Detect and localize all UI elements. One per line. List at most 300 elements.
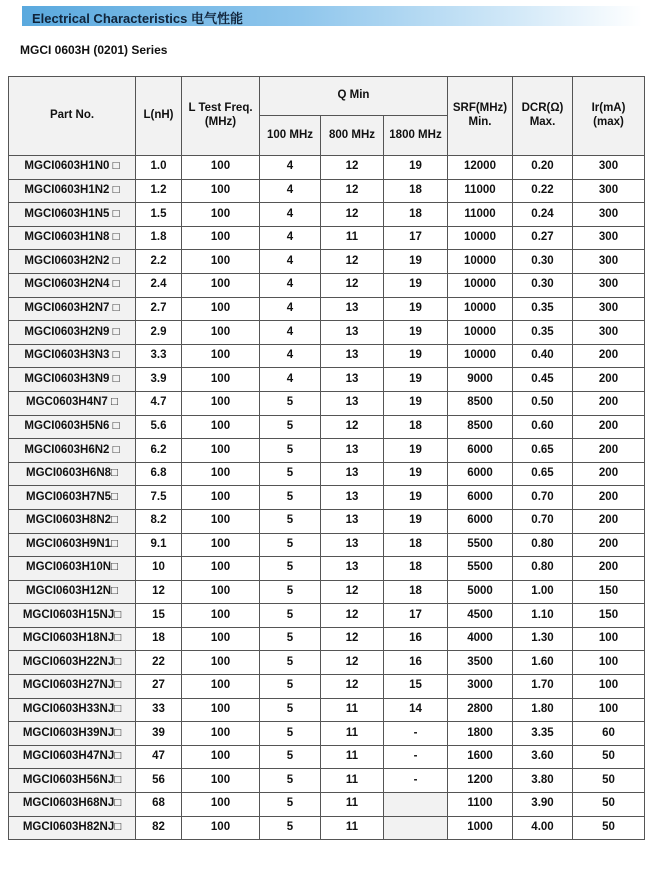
q-1800mhz-cell: 14 xyxy=(384,698,448,722)
q-100mhz-cell: 5 xyxy=(260,651,321,675)
header-srf-sub: Min. xyxy=(468,116,492,128)
ir-cell: 100 xyxy=(573,675,645,699)
part-number-cell: MGCI0603H5N6 □ xyxy=(9,415,136,439)
q-100mhz-cell: 5 xyxy=(260,722,321,746)
electrical-characteristics-table xyxy=(8,76,645,840)
part-number-cell: MGCI0603H15NJ□ xyxy=(9,604,136,628)
header-srf-label: SRF(MHz) xyxy=(452,102,508,115)
table-row xyxy=(9,580,645,604)
table-row xyxy=(9,391,645,415)
q-1800mhz-cell: 18 xyxy=(384,533,448,557)
ir-cell: 100 xyxy=(573,627,645,651)
q-1800mhz-cell: - xyxy=(384,745,448,769)
ir-cell: 200 xyxy=(573,439,645,463)
inductance-cell: 27 xyxy=(136,675,182,699)
inductance-cell: 2.7 xyxy=(136,297,182,321)
q-100mhz-cell: 4 xyxy=(260,273,321,297)
dcr-cell: 0.65 xyxy=(513,439,573,463)
part-number-cell: MGCI0603H2N7 □ xyxy=(9,297,136,321)
table-row xyxy=(9,745,645,769)
series-title: MGCI 0603H (0201) Series xyxy=(20,43,168,57)
test-freq-cell: 100 xyxy=(182,368,260,392)
table-row xyxy=(9,816,645,840)
ir-cell: 200 xyxy=(573,509,645,533)
srf-cell: 9000 xyxy=(448,368,513,392)
table-row xyxy=(9,486,645,510)
srf-cell: 12000 xyxy=(448,156,513,180)
srf-cell: 4000 xyxy=(448,627,513,651)
q-100mhz-cell: 5 xyxy=(260,486,321,510)
q-1800mhz-cell xyxy=(384,816,448,840)
header-ir xyxy=(573,77,645,156)
part-number-cell: MGCI0603H2N2 □ xyxy=(9,250,136,274)
dcr-cell: 0.24 xyxy=(513,203,573,227)
dcr-cell: 0.35 xyxy=(513,321,573,345)
q-800mhz-cell: 13 xyxy=(321,297,384,321)
q-800mhz-cell: 13 xyxy=(321,344,384,368)
q-800mhz-cell: 13 xyxy=(321,462,384,486)
dcr-cell: 3.80 xyxy=(513,769,573,793)
dcr-cell: 0.80 xyxy=(513,533,573,557)
srf-cell: 11000 xyxy=(448,203,513,227)
table-row xyxy=(9,462,645,486)
table-row xyxy=(9,179,645,203)
inductance-cell: 82 xyxy=(136,816,182,840)
srf-cell: 10000 xyxy=(448,297,513,321)
header-q-min: Q Min xyxy=(260,77,448,116)
q-1800mhz-cell: - xyxy=(384,722,448,746)
ir-cell: 200 xyxy=(573,344,645,368)
q-800mhz-cell: 12 xyxy=(321,273,384,297)
header-inductance: L(nH) xyxy=(136,77,182,156)
test-freq-cell: 100 xyxy=(182,745,260,769)
test-freq-cell: 100 xyxy=(182,250,260,274)
q-1800mhz-cell: 17 xyxy=(384,604,448,628)
q-1800mhz-cell xyxy=(384,793,448,817)
srf-cell: 8500 xyxy=(448,415,513,439)
inductance-cell: 22 xyxy=(136,651,182,675)
ir-cell: 300 xyxy=(573,179,645,203)
dcr-cell: 0.50 xyxy=(513,391,573,415)
q-1800mhz-cell: 17 xyxy=(384,226,448,250)
dcr-cell: 0.70 xyxy=(513,509,573,533)
inductance-cell: 1.8 xyxy=(136,226,182,250)
srf-cell: 1200 xyxy=(448,769,513,793)
ir-cell: 200 xyxy=(573,557,645,581)
srf-cell: 6000 xyxy=(448,462,513,486)
q-800mhz-cell: 12 xyxy=(321,627,384,651)
part-number-cell: MGCI0603H2N9 □ xyxy=(9,321,136,345)
dcr-cell: 0.30 xyxy=(513,250,573,274)
q-1800mhz-cell: 18 xyxy=(384,580,448,604)
table-row xyxy=(9,368,645,392)
test-freq-cell: 100 xyxy=(182,675,260,699)
srf-cell: 5500 xyxy=(448,533,513,557)
q-1800mhz-cell: 16 xyxy=(384,651,448,675)
srf-cell: 6000 xyxy=(448,439,513,463)
ir-cell: 300 xyxy=(573,226,645,250)
table-row xyxy=(9,675,645,699)
dcr-cell: 1.30 xyxy=(513,627,573,651)
part-number-cell: MGCI0603H39NJ□ xyxy=(9,722,136,746)
q-1800mhz-cell: 18 xyxy=(384,203,448,227)
q-100mhz-cell: 4 xyxy=(260,226,321,250)
ir-cell: 100 xyxy=(573,651,645,675)
inductance-cell: 3.9 xyxy=(136,368,182,392)
part-number-cell: MGCI0603H82NJ□ xyxy=(9,816,136,840)
q-1800mhz-cell: 16 xyxy=(384,627,448,651)
header-l-test-freq-unit: (MHz) xyxy=(204,116,237,128)
q-100mhz-cell: 4 xyxy=(260,179,321,203)
q-800mhz-cell: 13 xyxy=(321,391,384,415)
q-800mhz-cell: 12 xyxy=(321,580,384,604)
table-row xyxy=(9,769,645,793)
inductance-cell: 8.2 xyxy=(136,509,182,533)
table-row xyxy=(9,509,645,533)
table-body xyxy=(9,156,645,840)
q-100mhz-cell: 5 xyxy=(260,439,321,463)
q-100mhz-cell: 4 xyxy=(260,368,321,392)
q-1800mhz-cell: 19 xyxy=(384,344,448,368)
inductance-cell: 2.4 xyxy=(136,273,182,297)
ir-cell: 200 xyxy=(573,486,645,510)
q-100mhz-cell: 5 xyxy=(260,415,321,439)
dcr-cell: 0.65 xyxy=(513,462,573,486)
q-800mhz-cell: 13 xyxy=(321,557,384,581)
table-row xyxy=(9,344,645,368)
q-800mhz-cell: 13 xyxy=(321,321,384,345)
q-800mhz-cell: 13 xyxy=(321,533,384,557)
inductance-cell: 1.0 xyxy=(136,156,182,180)
test-freq-cell: 100 xyxy=(182,273,260,297)
part-number-cell: MGCI0603H2N4 □ xyxy=(9,273,136,297)
dcr-cell: 1.60 xyxy=(513,651,573,675)
ir-cell: 50 xyxy=(573,769,645,793)
part-number-cell: MGC0603H4N7 □ xyxy=(9,391,136,415)
test-freq-cell: 100 xyxy=(182,344,260,368)
q-100mhz-cell: 5 xyxy=(260,698,321,722)
table-row xyxy=(9,226,645,250)
inductance-cell: 3.3 xyxy=(136,344,182,368)
header-dcr-label: DCR(Ω) xyxy=(521,102,564,115)
dcr-cell: 1.70 xyxy=(513,675,573,699)
test-freq-cell: 100 xyxy=(182,226,260,250)
inductance-cell: 12 xyxy=(136,580,182,604)
part-number-cell: MGCI0603H10N□ xyxy=(9,557,136,581)
header-ir-sub: (max) xyxy=(593,116,624,128)
srf-cell: 6000 xyxy=(448,509,513,533)
q-100mhz-cell: 5 xyxy=(260,793,321,817)
test-freq-cell: 100 xyxy=(182,486,260,510)
inductance-cell: 18 xyxy=(136,627,182,651)
test-freq-cell: 100 xyxy=(182,156,260,180)
srf-cell: 10000 xyxy=(448,226,513,250)
test-freq-cell: 100 xyxy=(182,604,260,628)
part-number-cell: MGCI0603H3N3 □ xyxy=(9,344,136,368)
q-1800mhz-cell: 19 xyxy=(384,156,448,180)
q-100mhz-cell: 5 xyxy=(260,675,321,699)
ir-cell: 100 xyxy=(573,698,645,722)
ir-cell: 300 xyxy=(573,297,645,321)
q-800mhz-cell: 12 xyxy=(321,415,384,439)
test-freq-cell: 100 xyxy=(182,203,260,227)
inductance-cell: 6.2 xyxy=(136,439,182,463)
dcr-cell: 0.30 xyxy=(513,273,573,297)
part-number-cell: MGCI0603H1N0 □ xyxy=(9,156,136,180)
part-number-cell: MGCI0603H3N9 □ xyxy=(9,368,136,392)
header-l-test-freq xyxy=(182,77,260,156)
table-row xyxy=(9,722,645,746)
part-number-cell: MGCI0603H1N8 □ xyxy=(9,226,136,250)
test-freq-cell: 100 xyxy=(182,580,260,604)
srf-cell: 8500 xyxy=(448,391,513,415)
dcr-cell: 0.80 xyxy=(513,557,573,581)
q-1800mhz-cell: 19 xyxy=(384,509,448,533)
test-freq-cell: 100 xyxy=(182,439,260,463)
inductance-cell: 1.5 xyxy=(136,203,182,227)
table-row xyxy=(9,250,645,274)
dcr-cell: 1.10 xyxy=(513,604,573,628)
dcr-cell: 0.40 xyxy=(513,344,573,368)
q-100mhz-cell: 5 xyxy=(260,462,321,486)
q-1800mhz-cell: 19 xyxy=(384,368,448,392)
test-freq-cell: 100 xyxy=(182,769,260,793)
q-100mhz-cell: 5 xyxy=(260,816,321,840)
part-number-cell: MGCI0603H1N5 □ xyxy=(9,203,136,227)
test-freq-cell: 100 xyxy=(182,509,260,533)
q-800mhz-cell: 12 xyxy=(321,179,384,203)
part-number-cell: MGCI0603H18NJ□ xyxy=(9,627,136,651)
header-q-100mhz: 100 MHz xyxy=(260,116,321,156)
part-number-cell: MGCI0603H68NJ□ xyxy=(9,793,136,817)
ir-cell: 300 xyxy=(573,156,645,180)
section-banner xyxy=(22,6,642,26)
ir-cell: 150 xyxy=(573,580,645,604)
q-800mhz-cell: 13 xyxy=(321,509,384,533)
header-srf xyxy=(448,77,513,156)
q-100mhz-cell: 5 xyxy=(260,391,321,415)
srf-cell: 6000 xyxy=(448,486,513,510)
inductance-cell: 56 xyxy=(136,769,182,793)
test-freq-cell: 100 xyxy=(182,533,260,557)
q-800mhz-cell: 12 xyxy=(321,604,384,628)
dcr-cell: 0.60 xyxy=(513,415,573,439)
table-row xyxy=(9,156,645,180)
q-800mhz-cell: 12 xyxy=(321,203,384,227)
table-row xyxy=(9,604,645,628)
ir-cell: 300 xyxy=(573,273,645,297)
test-freq-cell: 100 xyxy=(182,816,260,840)
header-l-test-freq-label: L Test Freq. xyxy=(188,102,253,115)
q-800mhz-cell: 12 xyxy=(321,156,384,180)
q-800mhz-cell: 11 xyxy=(321,793,384,817)
q-1800mhz-cell: 15 xyxy=(384,675,448,699)
q-800mhz-cell: 12 xyxy=(321,675,384,699)
part-number-cell: MGCI0603H7N5□ xyxy=(9,486,136,510)
inductance-cell: 68 xyxy=(136,793,182,817)
q-1800mhz-cell: 19 xyxy=(384,273,448,297)
srf-cell: 4500 xyxy=(448,604,513,628)
test-freq-cell: 100 xyxy=(182,557,260,581)
ir-cell: 50 xyxy=(573,745,645,769)
table-row xyxy=(9,415,645,439)
ir-cell: 200 xyxy=(573,391,645,415)
test-freq-cell: 100 xyxy=(182,722,260,746)
q-1800mhz-cell: 19 xyxy=(384,321,448,345)
q-1800mhz-cell: 18 xyxy=(384,557,448,581)
q-100mhz-cell: 4 xyxy=(260,344,321,368)
q-1800mhz-cell: - xyxy=(384,769,448,793)
part-number-cell: MGCI0603H9N1□ xyxy=(9,533,136,557)
srf-cell: 1600 xyxy=(448,745,513,769)
dcr-cell: 0.35 xyxy=(513,297,573,321)
header-q-800mhz: 800 MHz xyxy=(321,116,384,156)
ir-cell: 150 xyxy=(573,604,645,628)
inductance-cell: 7.5 xyxy=(136,486,182,510)
srf-cell: 10000 xyxy=(448,273,513,297)
srf-cell: 1100 xyxy=(448,793,513,817)
part-number-cell: MGCI0603H33NJ□ xyxy=(9,698,136,722)
q-800mhz-cell: 11 xyxy=(321,722,384,746)
q-1800mhz-cell: 18 xyxy=(384,179,448,203)
header-q-1800mhz: 1800 MHz xyxy=(384,116,448,156)
test-freq-cell: 100 xyxy=(182,297,260,321)
q-1800mhz-cell: 19 xyxy=(384,486,448,510)
q-1800mhz-cell: 19 xyxy=(384,391,448,415)
q-100mhz-cell: 5 xyxy=(260,580,321,604)
part-number-cell: MGCI0603H47NJ□ xyxy=(9,745,136,769)
dcr-cell: 0.70 xyxy=(513,486,573,510)
q-100mhz-cell: 5 xyxy=(260,533,321,557)
test-freq-cell: 100 xyxy=(182,321,260,345)
table-row xyxy=(9,627,645,651)
q-800mhz-cell: 11 xyxy=(321,769,384,793)
part-number-cell: MGCI0603H27NJ□ xyxy=(9,675,136,699)
srf-cell: 11000 xyxy=(448,179,513,203)
test-freq-cell: 100 xyxy=(182,698,260,722)
q-800mhz-cell: 13 xyxy=(321,368,384,392)
ir-cell: 50 xyxy=(573,816,645,840)
table-row xyxy=(9,793,645,817)
part-number-cell: MGCI0603H6N8□ xyxy=(9,462,136,486)
q-800mhz-cell: 11 xyxy=(321,226,384,250)
srf-cell: 10000 xyxy=(448,250,513,274)
srf-cell: 5000 xyxy=(448,580,513,604)
q-100mhz-cell: 5 xyxy=(260,557,321,581)
test-freq-cell: 100 xyxy=(182,793,260,817)
inductance-cell: 10 xyxy=(136,557,182,581)
inductance-cell: 9.1 xyxy=(136,533,182,557)
inductance-cell: 4.7 xyxy=(136,391,182,415)
header-part-no: Part No. xyxy=(9,77,136,156)
q-100mhz-cell: 4 xyxy=(260,203,321,227)
inductance-cell: 1.2 xyxy=(136,179,182,203)
dcr-cell: 0.27 xyxy=(513,226,573,250)
ir-cell: 200 xyxy=(573,533,645,557)
q-800mhz-cell: 11 xyxy=(321,745,384,769)
header-ir-label: Ir(mA) xyxy=(591,102,626,115)
table-row xyxy=(9,698,645,722)
inductance-cell: 2.9 xyxy=(136,321,182,345)
srf-cell: 1800 xyxy=(448,722,513,746)
inductance-cell: 15 xyxy=(136,604,182,628)
header-dcr-sub: Max. xyxy=(529,116,556,128)
part-number-cell: MGCI0603H12N□ xyxy=(9,580,136,604)
table-row xyxy=(9,203,645,227)
table-row xyxy=(9,297,645,321)
q-800mhz-cell: 13 xyxy=(321,439,384,463)
srf-cell: 3000 xyxy=(448,675,513,699)
ir-cell: 300 xyxy=(573,321,645,345)
table-row xyxy=(9,533,645,557)
dcr-cell: 0.22 xyxy=(513,179,573,203)
srf-cell: 2800 xyxy=(448,698,513,722)
test-freq-cell: 100 xyxy=(182,179,260,203)
inductance-cell: 33 xyxy=(136,698,182,722)
ir-cell: 200 xyxy=(573,368,645,392)
ir-cell: 300 xyxy=(573,203,645,227)
ir-cell: 200 xyxy=(573,415,645,439)
srf-cell: 10000 xyxy=(448,344,513,368)
dcr-cell: 1.00 xyxy=(513,580,573,604)
ir-cell: 60 xyxy=(573,722,645,746)
ir-cell: 200 xyxy=(573,462,645,486)
dcr-cell: 4.00 xyxy=(513,816,573,840)
inductance-cell: 6.8 xyxy=(136,462,182,486)
table-row xyxy=(9,651,645,675)
dcr-cell: 3.60 xyxy=(513,745,573,769)
q-100mhz-cell: 5 xyxy=(260,509,321,533)
q-100mhz-cell: 4 xyxy=(260,156,321,180)
test-freq-cell: 100 xyxy=(182,627,260,651)
part-number-cell: MGCI0603H22NJ□ xyxy=(9,651,136,675)
q-800mhz-cell: 13 xyxy=(321,486,384,510)
q-100mhz-cell: 5 xyxy=(260,627,321,651)
inductance-cell: 5.6 xyxy=(136,415,182,439)
table-row xyxy=(9,273,645,297)
dcr-cell: 0.20 xyxy=(513,156,573,180)
q-1800mhz-cell: 18 xyxy=(384,415,448,439)
inductance-cell: 2.2 xyxy=(136,250,182,274)
inductance-cell: 39 xyxy=(136,722,182,746)
dcr-cell: 3.35 xyxy=(513,722,573,746)
q-800mhz-cell: 12 xyxy=(321,250,384,274)
q-800mhz-cell: 11 xyxy=(321,698,384,722)
q-1800mhz-cell: 19 xyxy=(384,297,448,321)
q-100mhz-cell: 4 xyxy=(260,297,321,321)
q-800mhz-cell: 11 xyxy=(321,816,384,840)
table-row xyxy=(9,439,645,463)
test-freq-cell: 100 xyxy=(182,415,260,439)
test-freq-cell: 100 xyxy=(182,462,260,486)
q-100mhz-cell: 5 xyxy=(260,604,321,628)
part-number-cell: MGCI0603H1N2 □ xyxy=(9,179,136,203)
q-100mhz-cell: 4 xyxy=(260,321,321,345)
dcr-cell: 3.90 xyxy=(513,793,573,817)
srf-cell: 5500 xyxy=(448,557,513,581)
ir-cell: 50 xyxy=(573,793,645,817)
inductance-cell: 47 xyxy=(136,745,182,769)
part-number-cell: MGCI0603H56NJ□ xyxy=(9,769,136,793)
srf-cell: 10000 xyxy=(448,321,513,345)
dcr-cell: 1.80 xyxy=(513,698,573,722)
test-freq-cell: 100 xyxy=(182,651,260,675)
q-800mhz-cell: 12 xyxy=(321,651,384,675)
dcr-cell: 0.45 xyxy=(513,368,573,392)
srf-cell: 1000 xyxy=(448,816,513,840)
q-1800mhz-cell: 19 xyxy=(384,439,448,463)
q-1800mhz-cell: 19 xyxy=(384,462,448,486)
